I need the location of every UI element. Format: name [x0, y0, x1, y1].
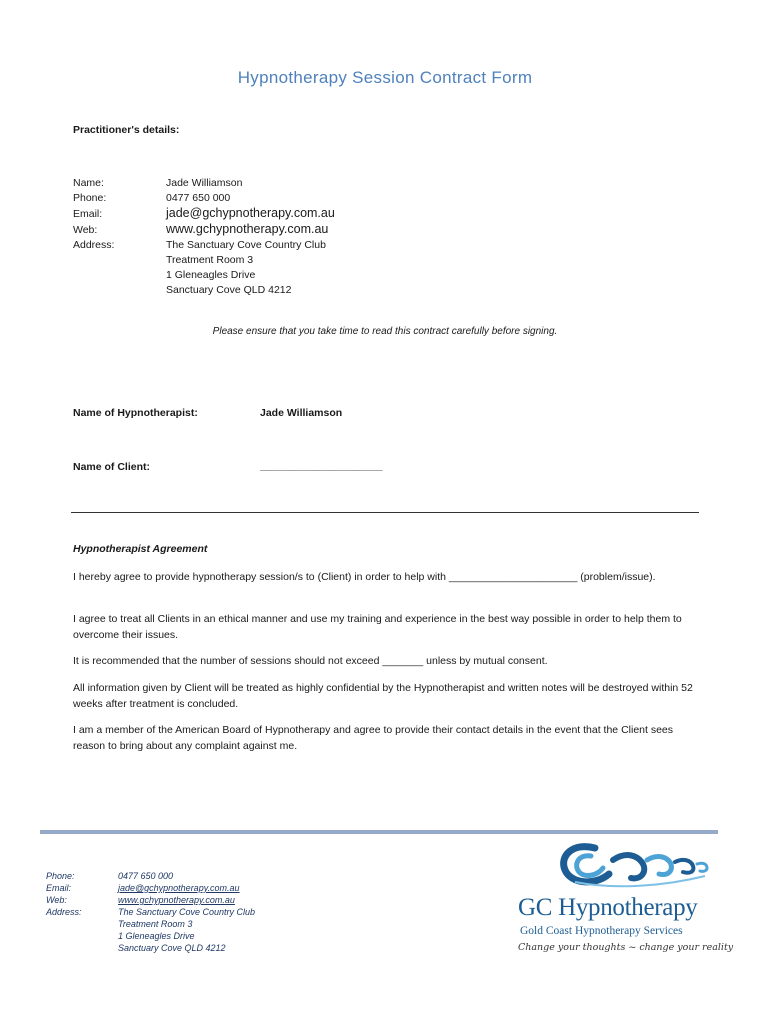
swirl-logo-icon — [555, 838, 725, 890]
agreement-heading: Hypnotherapist Agreement — [73, 543, 208, 555]
footer-address: The Sanctuary Cove Country Club — [118, 907, 256, 917]
detail-label: Name: — [73, 177, 104, 189]
divider — [71, 512, 699, 513]
detail-label: Address: — [73, 239, 115, 251]
footer-label: Web: — [46, 895, 67, 905]
client-name-label: Name of Client: — [73, 461, 151, 473]
agreement-paragraph: I hereby agree to provide hypnotherapy session/s to (Client) in order to help with ______________________ (problem/issue). — [73, 571, 656, 583]
footer-phone: 0477 650 000 — [118, 871, 174, 881]
page-title: Hypnotherapy Session Contract Form — [237, 68, 533, 87]
footer-address-line: Sanctuary Cove QLD 4212 — [118, 943, 226, 953]
footer-label: Phone: — [46, 871, 75, 881]
footer-label: Address: — [46, 907, 82, 917]
logo-subtitle: Gold Coast Hypnotherapy Services — [520, 925, 683, 937]
detail-label: Phone: — [73, 192, 107, 204]
hypnotherapist-name-value: Jade Williamson — [260, 407, 343, 419]
detail-label: Email: — [73, 208, 103, 220]
logo-name: GC Hypnotherapy — [518, 894, 698, 921]
footer-web-link[interactable]: www.gchypnotherapy.com.au — [118, 895, 235, 905]
footer-label: Email: — [46, 883, 72, 893]
footer-email-link[interactable]: jade@gchypnotherapy.com.au — [118, 883, 240, 893]
client-name-field[interactable]: _____________________ — [260, 460, 383, 472]
detail-value-web[interactable]: www.gchypnotherapy.com.au — [166, 222, 329, 236]
footer-divider — [40, 830, 718, 834]
agreement-paragraph: All information given by Client will be treated as highly confidential by the Hypnotherapist and written notes will be destroyed within 52 weeks after treatment is concluded. — [73, 682, 693, 710]
footer-address-line: Treatment Room 3 — [118, 919, 193, 929]
agreement-paragraph: I agree to treat all Clients in an ethical manner and use my training and experience in the best way possible in order to help them to overcome their issues. — [73, 613, 682, 641]
agreement-paragraph: It is recommended that the number of sessions should not exceed _______ unless by mutual consent. — [73, 655, 548, 667]
reading-note: Please ensure that you take time to read this contract carefully before signing. — [212, 326, 558, 337]
practitioner-heading: Practitioner's details: — [73, 124, 180, 136]
hypnotherapist-name-label: Name of Hypnotherapist: — [73, 407, 198, 419]
detail-value: The Sanctuary Cove Country Club — [166, 239, 326, 251]
detail-value: 0477 650 000 — [166, 192, 231, 204]
agreement-paragraph: I am a member of the American Board of Hypnotherapy and agree to provide their contact details in the event that the Client sees reason to bring about any complaint against me. — [73, 724, 674, 752]
detail-value-email[interactable]: jade@gchypnotherapy.com.au — [166, 206, 335, 220]
company-logo — [515, 838, 734, 963]
detail-label: Web: — [73, 224, 98, 236]
detail-value: Jade Williamson — [166, 177, 243, 189]
footer-contact — [46, 870, 346, 960]
logo-tagline: Change your thoughts ~ change your reality — [518, 942, 734, 953]
footer-address-line: 1 Gleneagles Drive — [118, 931, 195, 941]
